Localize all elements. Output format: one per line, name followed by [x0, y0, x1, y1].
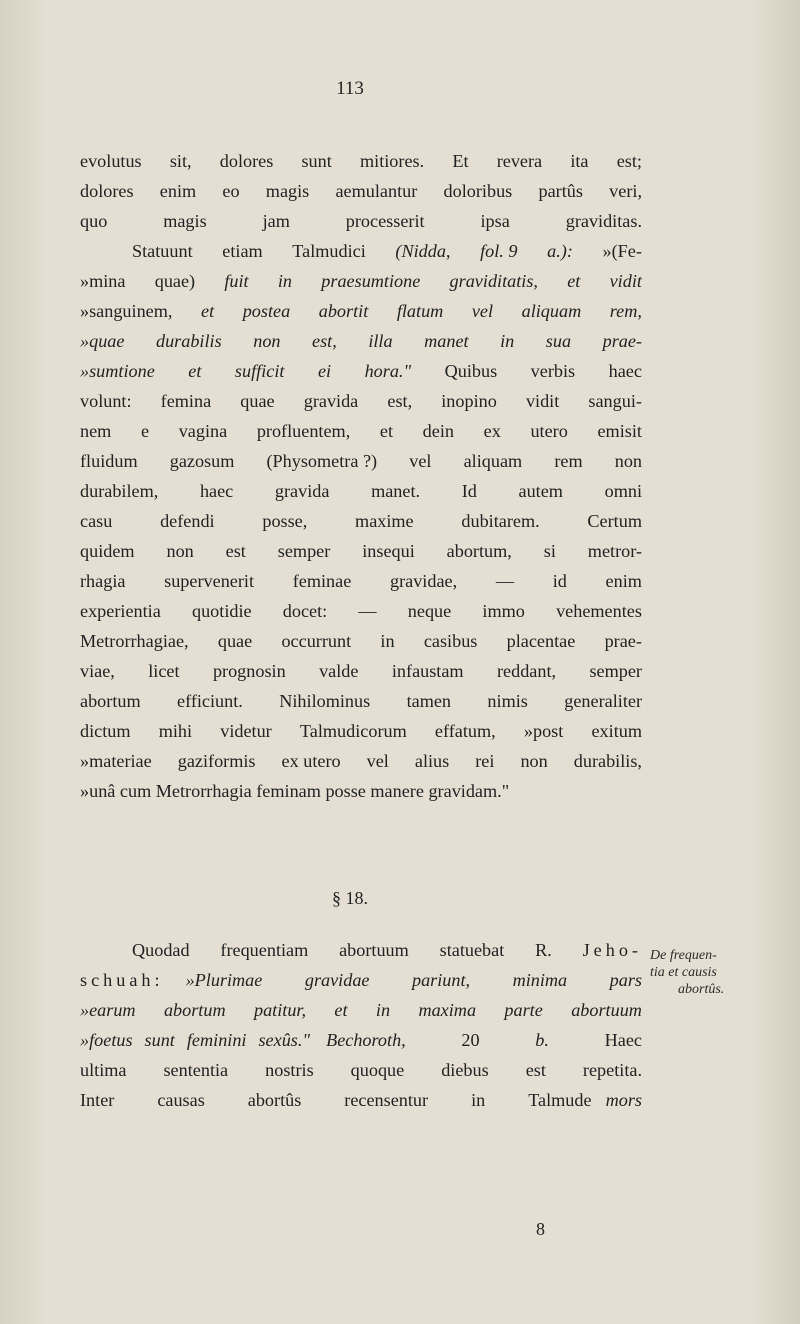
word: non [614, 451, 642, 471]
word: infaustam [391, 661, 464, 681]
word: docet: [282, 601, 328, 621]
word: experientia [80, 601, 161, 621]
word-group [186, 965, 642, 995]
word: quotidie [191, 601, 252, 621]
word: volunt: [80, 391, 132, 411]
word: semper [589, 661, 642, 681]
word: sufficit [234, 361, 285, 381]
word: et [379, 421, 394, 441]
word: sit, [169, 151, 192, 171]
word: ei [317, 361, 332, 381]
word: — [495, 571, 515, 591]
word: pars [609, 970, 642, 990]
word-group [80, 1085, 592, 1115]
word: enim [159, 181, 197, 201]
word: (Nidda, [395, 241, 451, 261]
word: abortûs [247, 1090, 302, 1110]
text-line [80, 1055, 642, 1085]
word: defendi [160, 511, 215, 531]
word: etiam [222, 241, 263, 261]
word: partûs [538, 181, 583, 201]
word: gravida [274, 481, 330, 501]
word: rem [554, 451, 583, 471]
text-line [80, 566, 642, 596]
word: in [500, 331, 515, 351]
word: utero [530, 421, 568, 441]
word: eo [222, 181, 240, 201]
word: quae [217, 631, 253, 651]
text-line [80, 1025, 642, 1055]
word: graviditatis, [449, 271, 538, 291]
word: mitiores. [360, 151, 425, 171]
word: non [520, 751, 548, 771]
word: mihi [158, 721, 193, 741]
word: repetita. [582, 1060, 642, 1080]
word: postea [242, 301, 291, 321]
word: in [375, 1000, 391, 1020]
word: aemulantur [335, 181, 418, 201]
paragraph-3 [80, 935, 642, 1115]
word: vagina [178, 421, 228, 441]
word: fluidum [80, 451, 138, 471]
word: inopino [441, 391, 497, 411]
word: »Plurimae [185, 970, 263, 990]
word: manet. [371, 481, 421, 501]
word: Quibus [444, 361, 498, 381]
word: immo [482, 601, 525, 621]
word: rem, [609, 301, 642, 321]
text-line [80, 416, 642, 446]
word: nimis [487, 691, 528, 711]
word: fuit [224, 271, 249, 291]
word: abortuum [339, 940, 409, 960]
word: Quodad [132, 940, 190, 960]
text-line [80, 965, 642, 995]
word: — [358, 601, 377, 621]
word: vidit [609, 271, 642, 291]
word: efficiunt. [177, 691, 243, 711]
word: feminae [292, 571, 352, 591]
word: vel [409, 451, 432, 471]
word: diebus [441, 1060, 489, 1080]
text-line [80, 176, 642, 206]
word: Nihilominus [279, 691, 371, 711]
word: dolores [80, 181, 134, 201]
word: est, [312, 331, 337, 351]
word: fol. 9 [480, 241, 518, 261]
word: est; [616, 151, 642, 171]
word: illa [368, 331, 393, 351]
word: frequentiam [220, 940, 309, 960]
text-line [80, 776, 642, 806]
word: abortuum [571, 1000, 642, 1020]
word: ex [483, 421, 501, 441]
word: ultima [80, 1060, 127, 1080]
word: Talmude [528, 1090, 592, 1110]
word: placentae [506, 631, 576, 651]
word: et [188, 361, 202, 381]
word: exitum [591, 721, 642, 741]
word: casu [80, 511, 113, 531]
word: quae) [154, 271, 196, 291]
text-block-top [80, 146, 642, 806]
word: abortit [318, 301, 369, 321]
word: non [253, 331, 281, 351]
text-line [80, 716, 642, 746]
word: gravidae [304, 970, 370, 990]
word-group [80, 1025, 310, 1055]
section-heading: § 18. [332, 888, 368, 908]
word: Jeho- [582, 940, 642, 960]
word: evolutus [80, 151, 142, 171]
word: generaliter [564, 691, 642, 711]
margin-note-line: abortûs. [678, 982, 725, 997]
word: revera [496, 151, 543, 171]
margin-note [650, 947, 800, 998]
word: alius [414, 751, 450, 771]
word: aliquam [521, 301, 582, 321]
word: est, [387, 391, 413, 411]
word: Metrorrhagiae, [80, 631, 189, 651]
text-line [80, 386, 642, 416]
word: et [334, 1000, 348, 1020]
word: parte [504, 1000, 543, 1020]
text-line [80, 236, 642, 266]
word: ex utero [281, 751, 341, 771]
word: videtur [220, 721, 272, 741]
word: patitur, [253, 1000, 307, 1020]
word: nem [80, 421, 112, 441]
signature-mark: 8 [536, 1219, 545, 1239]
word: durabilem, [80, 481, 159, 501]
word: dubitarem. [461, 511, 540, 531]
word: supervenerit [164, 571, 255, 591]
word: jam [262, 211, 290, 231]
word: sua [545, 331, 572, 351]
margin-note-line: De frequen- [650, 948, 717, 963]
word: prae- [602, 331, 642, 351]
word: dolores [219, 151, 274, 171]
word: semper [277, 541, 331, 561]
word: (Physometra ?) [266, 451, 378, 471]
word: schuah: [80, 970, 164, 990]
word: maxima [418, 1000, 477, 1020]
word: emisit [597, 421, 642, 441]
word: effatum, [434, 721, 496, 741]
word: id [552, 571, 567, 591]
word: in [277, 271, 293, 291]
word: »(Fe- [602, 241, 642, 261]
paragraph-2 [80, 236, 642, 806]
word: vel [366, 751, 389, 771]
word: »sumtione [80, 361, 155, 381]
word: gravidae, [389, 571, 458, 591]
word: durabilis, [573, 751, 642, 771]
word: manet [424, 331, 469, 351]
word: causas [157, 1090, 205, 1110]
word: »post [523, 721, 564, 741]
word: »earum [80, 1000, 136, 1020]
word: profluentem, [256, 421, 351, 441]
text-line [80, 536, 642, 566]
word: haec [199, 481, 234, 501]
word: e [140, 421, 150, 441]
word: Talmudicorum [299, 721, 407, 741]
word: durabilis [155, 331, 222, 351]
word: sexûs." [258, 1030, 311, 1050]
word-group [326, 1025, 642, 1055]
word: Et [452, 151, 469, 171]
word: valde [319, 661, 359, 681]
word: est [225, 541, 246, 561]
word: 20 [461, 1030, 480, 1050]
text-line [80, 356, 642, 386]
text-line [80, 995, 642, 1025]
word: processerit [345, 211, 425, 231]
word: prognosin [212, 661, 286, 681]
text-line [80, 935, 642, 965]
word: veri, [609, 181, 642, 201]
text-line [80, 446, 642, 476]
word: Certum [587, 511, 642, 531]
word: doloribus [443, 181, 513, 201]
word: magis [163, 211, 207, 231]
word: pariunt, [411, 970, 471, 990]
word: Bechoroth, [326, 1030, 406, 1050]
word: mors [605, 1090, 642, 1110]
text-line [80, 296, 642, 326]
word: sententia [163, 1060, 229, 1080]
word: feminini [186, 1030, 247, 1050]
text-line [80, 596, 642, 626]
word: rei [475, 751, 495, 771]
text-line [80, 266, 642, 296]
word: licet [148, 661, 180, 681]
word: insequi [362, 541, 415, 561]
text-line [80, 626, 642, 656]
word: quoque [350, 1060, 405, 1080]
word: praesumtione [321, 271, 421, 291]
word: quo [80, 211, 108, 231]
text-line [80, 206, 642, 236]
word: R. [535, 940, 552, 960]
word: Inter [80, 1090, 115, 1110]
text-line [80, 326, 642, 356]
word: Haec [604, 1030, 642, 1050]
word: dein [422, 421, 454, 441]
word: femina [160, 391, 212, 411]
paragraph-1 [80, 146, 642, 236]
word: haec [608, 361, 642, 381]
text-line [80, 656, 642, 686]
word: prae- [604, 631, 642, 651]
word: tamen [406, 691, 452, 711]
word: occurrunt [281, 631, 352, 651]
word: »foetus [80, 1030, 133, 1050]
word: est [525, 1060, 546, 1080]
word: magis [265, 181, 310, 201]
word: ipsa [480, 211, 510, 231]
word: rhagia [80, 571, 126, 591]
word: minima [512, 970, 568, 990]
word: in [471, 1090, 486, 1110]
word: abortum, [446, 541, 512, 561]
word: graviditas. [565, 211, 642, 231]
word: Id [461, 481, 477, 501]
word: casibus [423, 631, 478, 651]
text-line [80, 476, 642, 506]
text-line [80, 506, 642, 536]
word: »mina [80, 271, 126, 291]
margin-note-line: tia et causis [650, 965, 717, 980]
word: abortum [163, 1000, 226, 1020]
word: gazosum [169, 451, 235, 471]
word: statuebat [439, 940, 505, 960]
word: gravida [303, 391, 359, 411]
word: sunt [301, 151, 332, 171]
word: vel [471, 301, 494, 321]
word: reddant, [496, 661, 557, 681]
word: recensentur [344, 1090, 429, 1110]
word: et [201, 301, 215, 321]
text-line [80, 746, 642, 776]
page-number: 113 [336, 78, 364, 99]
word: hora." [364, 361, 412, 381]
word: Statuunt [132, 241, 193, 261]
word: b. [535, 1030, 549, 1050]
text-line [80, 146, 642, 176]
word: posse, [262, 511, 308, 531]
word: gaziformis [177, 751, 256, 771]
word: enim [605, 571, 642, 591]
word: non [166, 541, 194, 561]
word: sunt [144, 1030, 175, 1050]
word: Talmudici [292, 241, 366, 261]
word: vidit [525, 391, 560, 411]
word: et [567, 271, 581, 291]
word: a.): [547, 241, 573, 261]
word: »materiae [80, 751, 152, 771]
word: viae, [80, 661, 115, 681]
word: autem [518, 481, 563, 501]
word: metror- [587, 541, 642, 561]
word: in [380, 631, 395, 651]
word: maxime [355, 511, 414, 531]
word: dictum [80, 721, 131, 741]
word: »quae [80, 331, 125, 351]
word: aliquam [463, 451, 523, 471]
word: flatum [396, 301, 444, 321]
word: »sanguinem, [80, 301, 173, 321]
word: nostris [265, 1060, 314, 1080]
text-line [80, 686, 642, 716]
word: verbis [530, 361, 576, 381]
word: ita [570, 151, 589, 171]
word: vehementes [556, 601, 642, 621]
word: sangui- [588, 391, 642, 411]
word: »unâ cum Metrorrhagia feminam posse manere gravidam." [80, 781, 510, 801]
word: abortum [80, 691, 141, 711]
word: omni [604, 481, 642, 501]
word: si [543, 541, 556, 561]
word: neque [407, 601, 452, 621]
word: quae [240, 391, 275, 411]
text-line [80, 1085, 642, 1115]
word: quidem [80, 541, 135, 561]
